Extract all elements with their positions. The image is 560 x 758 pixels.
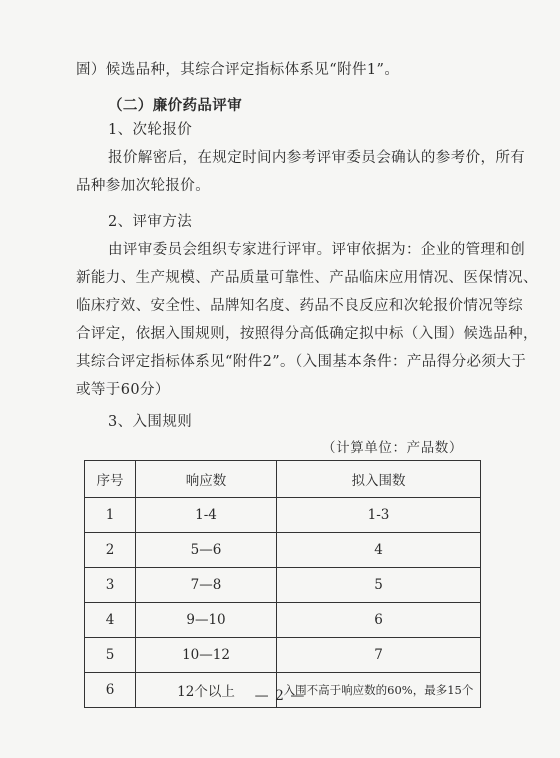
subsection-heading: 2、评审方法 [108, 214, 193, 230]
admission-rules-table [84, 460, 481, 708]
paragraph-line: 新能力、生产规模、产品质量可靠性、产品临床应用情况、医保情况、 [76, 270, 538, 286]
table-cell: 5—6 [136, 533, 277, 568]
subsection-heading: 1、次轮报价 [108, 122, 193, 138]
paragraph-line: 品种参加次轮报价。 [76, 178, 211, 194]
table-cell: 4 [85, 603, 136, 638]
table-cell: 5 [85, 638, 136, 673]
table-cell: 3 [85, 568, 136, 603]
table-cell: 1 [85, 498, 136, 533]
paragraph-line: 临床疗效、安全性、品牌知名度、药品不良反应和次轮报价情况等综 [76, 298, 523, 314]
table-row [85, 533, 481, 568]
table-cell: 1-4 [136, 498, 277, 533]
paragraph-line: 其综合评定指标体系见“附件2”。（入围基本条件：产品得分必须大于 [76, 354, 527, 370]
table-cell: 2 [85, 533, 136, 568]
table-row [85, 498, 481, 533]
section-heading: （二）廉价药品评审 [108, 97, 243, 114]
unit-note: （计算单位：产品数） [322, 440, 463, 456]
table-cell: 入围不高于响应数的60%，最多15个 [277, 673, 481, 708]
table-cell: 6 [277, 603, 481, 638]
table-cell: 5 [277, 568, 481, 603]
column-header: 序号 [85, 461, 136, 498]
table-cell: 10—12 [136, 638, 277, 673]
table-cell: 9—10 [136, 603, 277, 638]
table-cell: 1-3 [277, 498, 481, 533]
table-row [85, 603, 481, 638]
page-number: — 2 — [254, 688, 306, 704]
table-cell: 12个以上 [136, 673, 277, 708]
subsection-heading: 3、入围规则 [108, 414, 193, 430]
table-cell: 4 [277, 533, 481, 568]
table-row [85, 638, 481, 673]
column-header: 拟入围数 [277, 461, 481, 498]
paragraph-line: 或等于60分） [76, 382, 170, 398]
paragraph-line: 圄）候选品种，其综合评定指标体系见“附件1”。 [76, 62, 400, 78]
paragraph-line: 报价解密后，在规定时间内参考评审委员会确认的参考价，所有 [108, 150, 526, 166]
table-header-row [85, 461, 481, 498]
paragraph-line: 由评审委员会组织专家进行评审。评审依据为：企业的管理和创 [108, 242, 526, 258]
table-cell: 7 [277, 638, 481, 673]
table-cell: 7—8 [136, 568, 277, 603]
table-row [85, 568, 481, 603]
column-header: 响应数 [136, 461, 277, 498]
paragraph-line: 合评定，依据入围规则，按照得分高低确定拟中标（入围）候选品种， [76, 326, 538, 342]
table-cell: 6 [85, 673, 136, 708]
